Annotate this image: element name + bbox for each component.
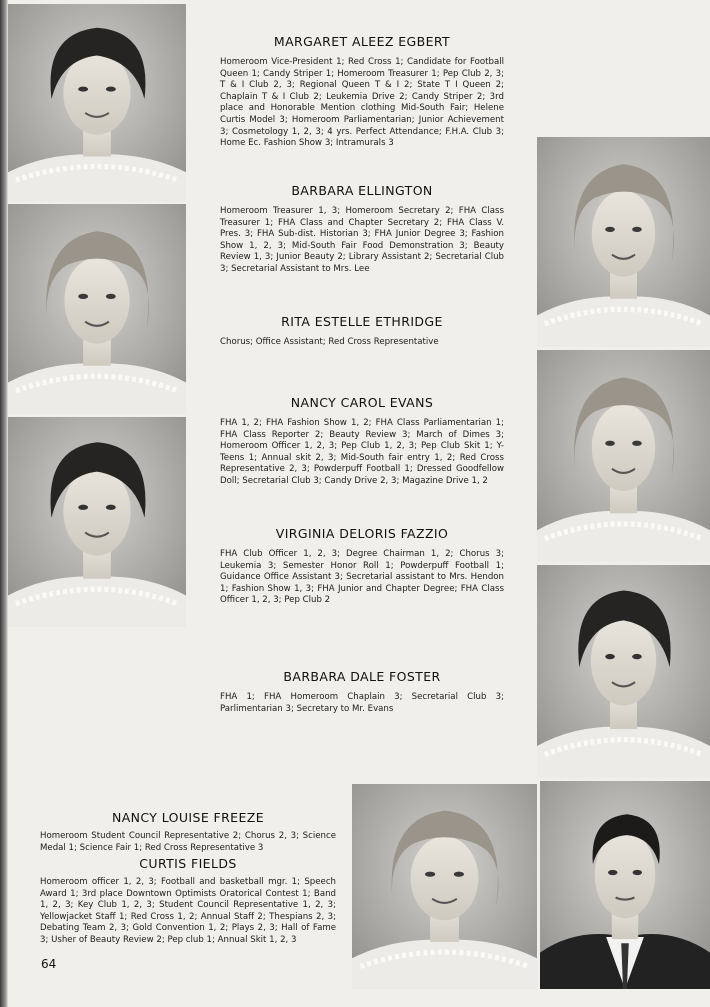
student-activities: Chorus; Office Assistant; Red Cross Representative <box>220 337 439 347</box>
entry-freeze <box>40 810 336 854</box>
student-name: NANCY LOUISE FREEZE <box>111 810 265 825</box>
student-name: CURTIS FIELDS <box>139 856 237 871</box>
student-name: MARGARET ALEEZ EGBERT <box>273 34 451 49</box>
entry-fields <box>40 856 336 947</box>
entry-fazzio <box>220 526 504 607</box>
student-activities: Homeroom Student Council Representative 2; Chorus 2, 3; Science Medal 1; Science Fair 1; Red Cross Representative 3 <box>40 831 336 853</box>
entry-ethridge <box>220 314 504 349</box>
portrait-photo-ethridge <box>537 137 710 347</box>
portrait-photo-fields <box>540 781 710 989</box>
student-activities: FHA 1; FHA Homeroom Chaplain 3; Secretarial Club 3; Parlimentarian 3; Secretary to Mr. Evans <box>220 692 504 714</box>
binding-edge <box>0 0 8 1007</box>
portrait-photo-freeze <box>352 784 537 989</box>
portrait-photo-foster <box>537 565 710 778</box>
student-activities: Homeroom Vice-President 1; Red Cross 1; Candidate for Football Queen 1; Candy Striper 1; Homeroom Treasurer 1; Pep Club 2, 3; T & I Club 2, 3; Regional Queen T & I 2; State T I Queen 2; Chaplain T & I Club 2; Leukemia Drive 2; Candy Striper 2; 3rd place and Honorable Mention clothing Mid-South Fair; Helene Curtis Model 3; Homeroom Parliamentarian; Junior Achievement 3; Cosmetology 1, 2, 3; 4 yrs. Perfect Attendance; F.H.A. Club 3; Home Ec. Fashion Show 3; Intramurals 3 <box>220 57 504 149</box>
student-name: BARBARA DALE FOSTER <box>283 669 441 684</box>
student-activities: Homeroom Treasurer 1, 3; Homeroom Secretary 2; FHA Class Treasurer 1; FHA Class and Chapter Secretary 2; FHA Class V. Pres. 3; FHA Sub-dist. Historian 3; FHA Junior Degree 3; Fashion Show 1, 2, 3; Mid-South Fair Food Demonstration 3; Beauty Review 1, 3; Junior Beauty 2; Library Assistant 2; Secretarial Club 3; Secretarial Assistant to Mrs. Lee <box>220 206 504 274</box>
entry-ellington <box>220 183 504 276</box>
student-activities: Homeroom officer 1, 2, 3; Football and basketball mgr. 1; Speech Award 1; 3rd place Downtown Optimists Oratorical Contest 1; Band 1, 2, 3; Key Club 1, 2, 3; Student Council Representative 1, 2, 3; Yellowjacket Staff 1; Red Cross 1, 2; Annual Staff 2; Thespians 2, 3; Debating Team 2, 3; Gold Convention 1, 2; Plays 2, 3; Hall of Fame 3; Usher of Beauty Review 2; Pep club 1; Annual Skit 1, 2, 3 <box>40 877 336 945</box>
entry-egbert <box>220 34 504 150</box>
entry-foster <box>220 669 504 715</box>
student-name: BARBARA ELLINGTON <box>291 183 433 198</box>
portrait-photo-fazzio <box>537 350 710 562</box>
page-number: 64 <box>41 957 57 971</box>
student-name: VIRGINIA DELORIS FAZZIO <box>275 526 449 541</box>
entry-evans <box>220 395 504 488</box>
student-name: NANCY CAROL EVANS <box>290 395 434 410</box>
student-name: RITA ESTELLE ETHRIDGE <box>281 314 443 329</box>
student-activities: FHA Club Officer 1, 2, 3; Degree Chairman 1, 2; Chorus 3; Leukemia 3; Semester Honor Roll 1; Powderpuff Football 1; Guidance Office Assistant 3; Secretarial assistant to Mrs. Hendon 1; Fashion Show 1, 3; FHA Junior and Chapter Degree; FHA Class Officer 1, 2, 3; Pep Club 2 <box>220 549 504 606</box>
portrait-photo-ellington <box>8 204 186 414</box>
student-activities: FHA 1, 2; FHA Fashion Show 1, 2; FHA Class Parliamentarian 1; FHA Class Reporter 2; Beauty Review 3; March of Dimes 3; Homeroom Officer 1, 2, 3; Pep Club 1, 2, 3; Pep Club Skit 1; Y-Teens 1; Annual skit 2, 3; Mid-South fair entry 1, 2; Red Cross Representative 2, 3; Powderpuff Football 1; Dressed Goodfellow Doll; Secretarial Club 3; Candy Drive 2, 3; Magazine Drive 1, 2 <box>220 418 504 486</box>
portrait-photo-evans-left <box>8 417 186 627</box>
portrait-photo-egbert <box>8 4 186 202</box>
